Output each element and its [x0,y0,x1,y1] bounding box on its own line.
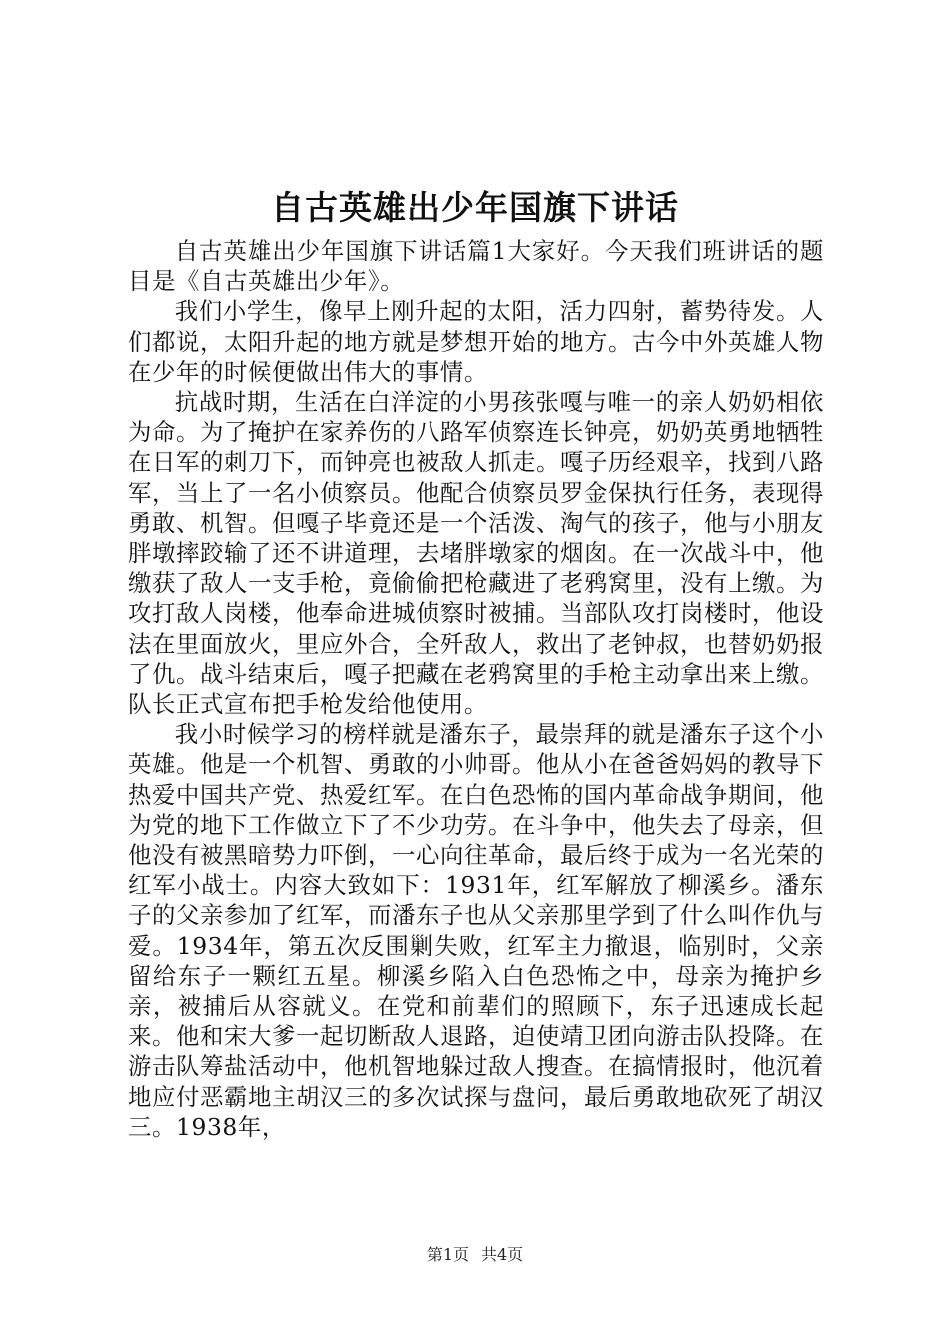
page-total: 共4页 [481,1245,524,1264]
document-body [128,236,824,1142]
page-footer [0,1244,950,1266]
document-title: 自古英雄出少年国旗下讲话 [271,188,679,227]
paragraph: 我小时候学习的榜样就是潘东子，最崇拜的就是潘东子这个小英雄。他是一个机智、勇敢的小帅哥。他从小在爸爸妈妈的教导下热爱中国共产党、热爱红军。在白色恐怖的国内革命战争期间，他为党的地下工作做立下了不少功劳。在斗争中，他失去了母亲，但他没有被黑暗势力吓倒，一心向往革命，最后终于成为一名光荣的红军小战士。内容大致如下：1931年，红军解放了柳溪乡。潘东子的父亲参加了红军，而潘东子也从父亲那里学到了什么叫作仇与爱。1934年，第五次反围剿失败，红军主力撤退，临别时，父亲留给东子一颗红五星。柳溪乡陷入白色恐怖之中，母亲为掩护乡亲，被捕后从容就义。在党和前辈们的照顾下，东子迅速成长起来。他和宋大爹一起切断敌人退路，迫使靖卫团向游击队投降。在游击队筹盐活动中，他机智地躲过敌人搜查。在搞情报时，他沉着地应付恶霸地主胡汉三的多次试探与盘问，最后勇敢地砍死了胡汉三。1938年， [128,720,824,1141]
page-number: 第1页 [426,1245,469,1264]
paragraph: 我们小学生，像早上刚升起的太阳，活力四射，蓄势待发。人们都说，太阳升起的地方就是梦想开始的地方。古今中外英雄人物在少年的时候便做出伟大的事情。 [128,297,824,386]
paragraph: 自古英雄出少年国旗下讲话篇1大家好。今天我们班讲话的题目是《自古英雄出少年》。 [128,237,824,296]
paragraph: 抗战时期，生活在白洋淀的小男孩张嘎与唯一的亲人奶奶相依为命。为了掩护在家养伤的八路军侦察连长钟亮，奶奶英勇地牺牲在日军的刺刀下，而钟亮也被敌人抓走。嘎子历经艰辛，找到八路军，当上了一名小侦察员。他配合侦察员罗金保执行任务，表现得勇敢、机智。但嘎子毕竟还是一个活泼、淘气的孩子，他与小朋友胖墩摔跤输了还不讲道理，去堵胖墩家的烟囱。在一次战斗中，他缴获了敌人一支手枪，竟偷偷把枪藏进了老鸦窝里，没有上缴。为攻打敌人岗楼，他奉命进城侦察时被捕。当部队攻打岗楼时，他设法在里面放火，里应外合，全歼敌人，救出了老钟叔，也替奶奶报了仇。战斗结束后，嘎子把藏在老鸦窝里的手枪主动拿出来上缴。队长正式宣布把手枪发给他使用。 [128,388,824,719]
